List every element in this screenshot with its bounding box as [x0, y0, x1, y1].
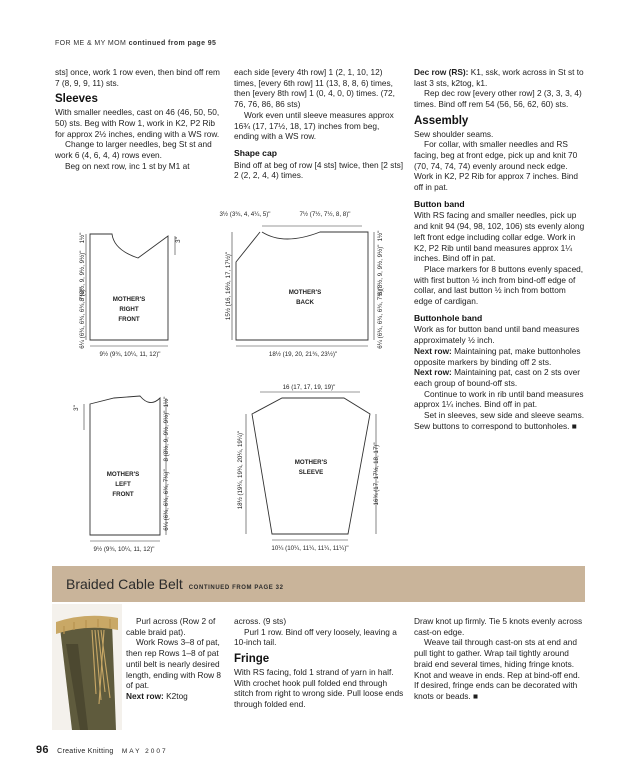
rf-right-dim: 1½"	[79, 232, 86, 244]
belt-continued: CONTINUED FROM PAGE 32	[188, 585, 284, 591]
shape-cap-text: Bind off at beg of row [4 sts] twice, then [2 sts] 2 (2, 2, 4, 4) times.	[234, 159, 404, 181]
belt-section-title	[66, 576, 284, 592]
sleeve-label-2: SLEEVE	[298, 469, 324, 476]
sleeve-work-even: Work even until sleeve measures approx 16¾ (17, 17½, 18, 17) inches from beg, ending with a WS row.	[234, 109, 394, 142]
page-footer	[36, 744, 168, 756]
rf-left-lower: 6¼ (6¾, 6¾, 6¾, 7¼)"	[79, 287, 86, 349]
rf-left-upper: 8 (8½, 9, 9½, 9½)"	[79, 250, 86, 302]
page-number: 96	[36, 744, 49, 756]
sleeve-left-dim: 18½ (19¼, 19¾, 20¼, 19¼)"	[237, 430, 244, 510]
back-top-right: 7½ (7½, 7½, 8, 8)"	[299, 211, 351, 218]
sleeves-heading: Sleeves	[55, 93, 98, 106]
header-prefix: FOR ME & MY MOM	[55, 40, 127, 47]
rf-top-dim: 3"	[175, 237, 182, 243]
buttonhole-p2: Continue to work in rib until band measures approx 1¼ inches. Bind off in pat.	[414, 388, 584, 410]
sleeve-bottom-dim: 10¼ (10¼, 11¼, 11¼, 11¼)"	[271, 545, 349, 552]
lf-right-top: 1½"	[163, 396, 170, 408]
belt-c2-p2: Purl 1 row. Bind off very loosely, leaving a 10-inch tail.	[234, 626, 397, 648]
belt-column-1	[126, 616, 226, 702]
rf-bottom-dim: 9½ (9¾, 10¼, 11, 12)"	[99, 351, 161, 358]
magazine-name: Creative Knitting	[57, 748, 114, 755]
belt-c1-p2: Work Rows 3–8 of pat, then rep Rows 1–8 of pat until belt is nearly desired length, ending with Row 8 of pat.	[126, 637, 222, 691]
left-front-label-3: FRONT	[112, 491, 134, 498]
back-label-2: BACK	[296, 299, 314, 306]
belt-column-2	[234, 616, 404, 710]
sleeves-p1: With smaller needles, cast on 46 (46, 50, 50, 50) sts. Beg with Row 1, work in K2, P2 Rib for approx 2½ inches, ending with a WS row.	[55, 107, 220, 139]
right-front-outline	[90, 234, 168, 340]
assembly-heading: Assembly	[414, 114, 469, 127]
lf-top-dim: 3"	[73, 405, 80, 411]
assembly-p2: For collar, with smaller needles and RS facing, beg at front edge, pick up and knit 70 (70, 74, 74, 74) evenly around neck edge. Work in K2, P2 Rib for approx 7 inches. Bind off in pat.	[414, 139, 579, 193]
next-row-label-2: Next row:	[414, 367, 452, 378]
right-front-label-3: FRONT	[118, 316, 140, 323]
back-right-lower: 6¼ (6¾, 6¾, 6¾, 7¼)"	[377, 287, 384, 349]
belt-next-row	[126, 691, 226, 702]
lf-right-lower: 6¼ (6¾, 6¾, 6¾, 7¼)"	[163, 469, 170, 531]
sleeve-top-dim: 16 (17, 17, 19, 19)"	[282, 384, 336, 391]
back-bottom-dim: 18½ (19, 20, 21¾, 23½)"	[268, 351, 338, 358]
belt-column-3	[414, 616, 586, 702]
sleeves-p2: Change to larger needles, beg St st and work 6 (4, 6, 4, 4) rows even.	[55, 139, 212, 160]
buttonhole-p1: Work as for button band until band measures approximately ½ inch.	[414, 324, 580, 346]
buttonhole-band-heading: Buttonhole band	[414, 312, 483, 323]
dec-row-label: Dec row (RS):	[414, 67, 469, 77]
header-continued: continued from page 95	[128, 40, 217, 47]
belt-c3-p1: Draw knot up firmly. Tie 5 knots evenly across cast-on edge.	[414, 616, 583, 637]
sleeve-outline	[252, 398, 370, 534]
sleeves-p3: Beg on next row, inc 1 st by M1 at	[65, 160, 190, 171]
shape-cap-heading: Shape cap	[234, 147, 277, 158]
issue-date: MAY 2007	[121, 748, 168, 755]
button-band-heading: Button band	[414, 198, 465, 209]
button-band-p2: Place markers for 8 buttons evenly spaced, with first button ½ inch from bind-off edge of collar, and last button ½ inch from bottom edge of cardigan.	[414, 263, 584, 307]
right-front-label-2: RIGHT	[119, 306, 139, 313]
next-row-text-1: Maintaining pat, make buttonholes opposite markers by binding off 2 sts.	[414, 345, 581, 367]
sleeve-right-dim: 16¾ (17, 17½, 18, 17)"	[373, 442, 380, 506]
back-left-dim: 15½ (16, 16½, 17, 17½)"	[225, 251, 232, 321]
back-right-upper: 1½"	[377, 230, 384, 242]
assembly-p1: Sew shoulder seams.	[414, 128, 494, 139]
belt-c1-p1: Purl across (Row 2 of cable braid pat).	[126, 616, 216, 637]
belt-c2-p1: across. (9 sts)	[234, 616, 287, 626]
rep-dec-text: Rep dec row [every other row] 2 (3, 3, 3, 4) times. Bind off rem 54 (56, 56, 62, 60) sts.	[414, 88, 582, 110]
sleeve-label-1: MOTHER'S	[294, 459, 328, 466]
back-right-mid: 8 (8½, 9, 9½, 9½)"	[377, 244, 384, 296]
button-band-p1: With RS facing and smaller needles, pick up and knit 94 (94, 98, 102, 106) sts evenly along left front edge including collar edge. Work in K2, P2 Rib until band measures approx 1¼ inches. Bind off in pat.	[414, 210, 585, 264]
left-front-outline	[90, 396, 160, 535]
fringe-heading: Fringe	[234, 653, 270, 666]
fringe-text: With RS facing, fold 1 strand of yarn in half. With crochet hook pull folded end through stitch from right to wrong side. Pull loose ends through folded end.	[234, 666, 404, 709]
next-row-label-1: Next row:	[414, 345, 452, 356]
lf-right-upper: 8 (8½, 9, 9½, 9½)"	[163, 410, 170, 462]
left-front-label-2: LEFT	[115, 481, 131, 488]
back-label-1: MOTHER'S	[288, 289, 322, 296]
belt-c3-p2: Weave tail through cast-on sts at end and pull tight to gather. Wrap tail tightly around braid end several times, hiding fringe knots. Knot and weave in ends. Rep at bind-off end. If desired, fringe ends can be decorated with knots or beads. ■	[414, 637, 580, 701]
next-row-text-2: Maintaining pat, cast on 2 sts over each group of bound-off sts.	[414, 367, 581, 388]
buttonhole-p3: Set in sleeves, sew side and sleeve seams. Sew buttons to correspond to buttonholes. ■	[414, 410, 585, 431]
belt-next-label: Next row:	[126, 690, 164, 701]
back-top-left: 3½ (3¾, 4, 4¼, 5)"	[219, 211, 271, 218]
sleeve-inc-text: each side [every 4th row] 1 (2, 1, 10, 12) times, [every 6th row] 11 (13, 8, 8, 6) times, then [every 8th row] 1 (0, 4, 0, 0) times. (72, 76, 76, 86, 86 sts)	[234, 67, 395, 110]
belt-title: Braided Cable Belt	[66, 576, 183, 592]
lf-bottom-dim: 9½ (9¾, 10¼, 11, 12)"	[93, 546, 155, 553]
dec-row-text: K1, ssk, work across in St st to last 3 sts, k2tog, k1.	[414, 67, 584, 88]
left-front-label-1: MOTHER'S	[106, 471, 140, 478]
belt-photo	[52, 604, 122, 730]
right-front-label-1: MOTHER'S	[112, 296, 146, 303]
back-outline	[236, 232, 368, 340]
intro-text: sts] once, work 1 row even, then bind off rem 7 (8, 9, 9, 11) sts.	[55, 67, 220, 88]
belt-next-text: K2tog	[163, 690, 188, 701]
